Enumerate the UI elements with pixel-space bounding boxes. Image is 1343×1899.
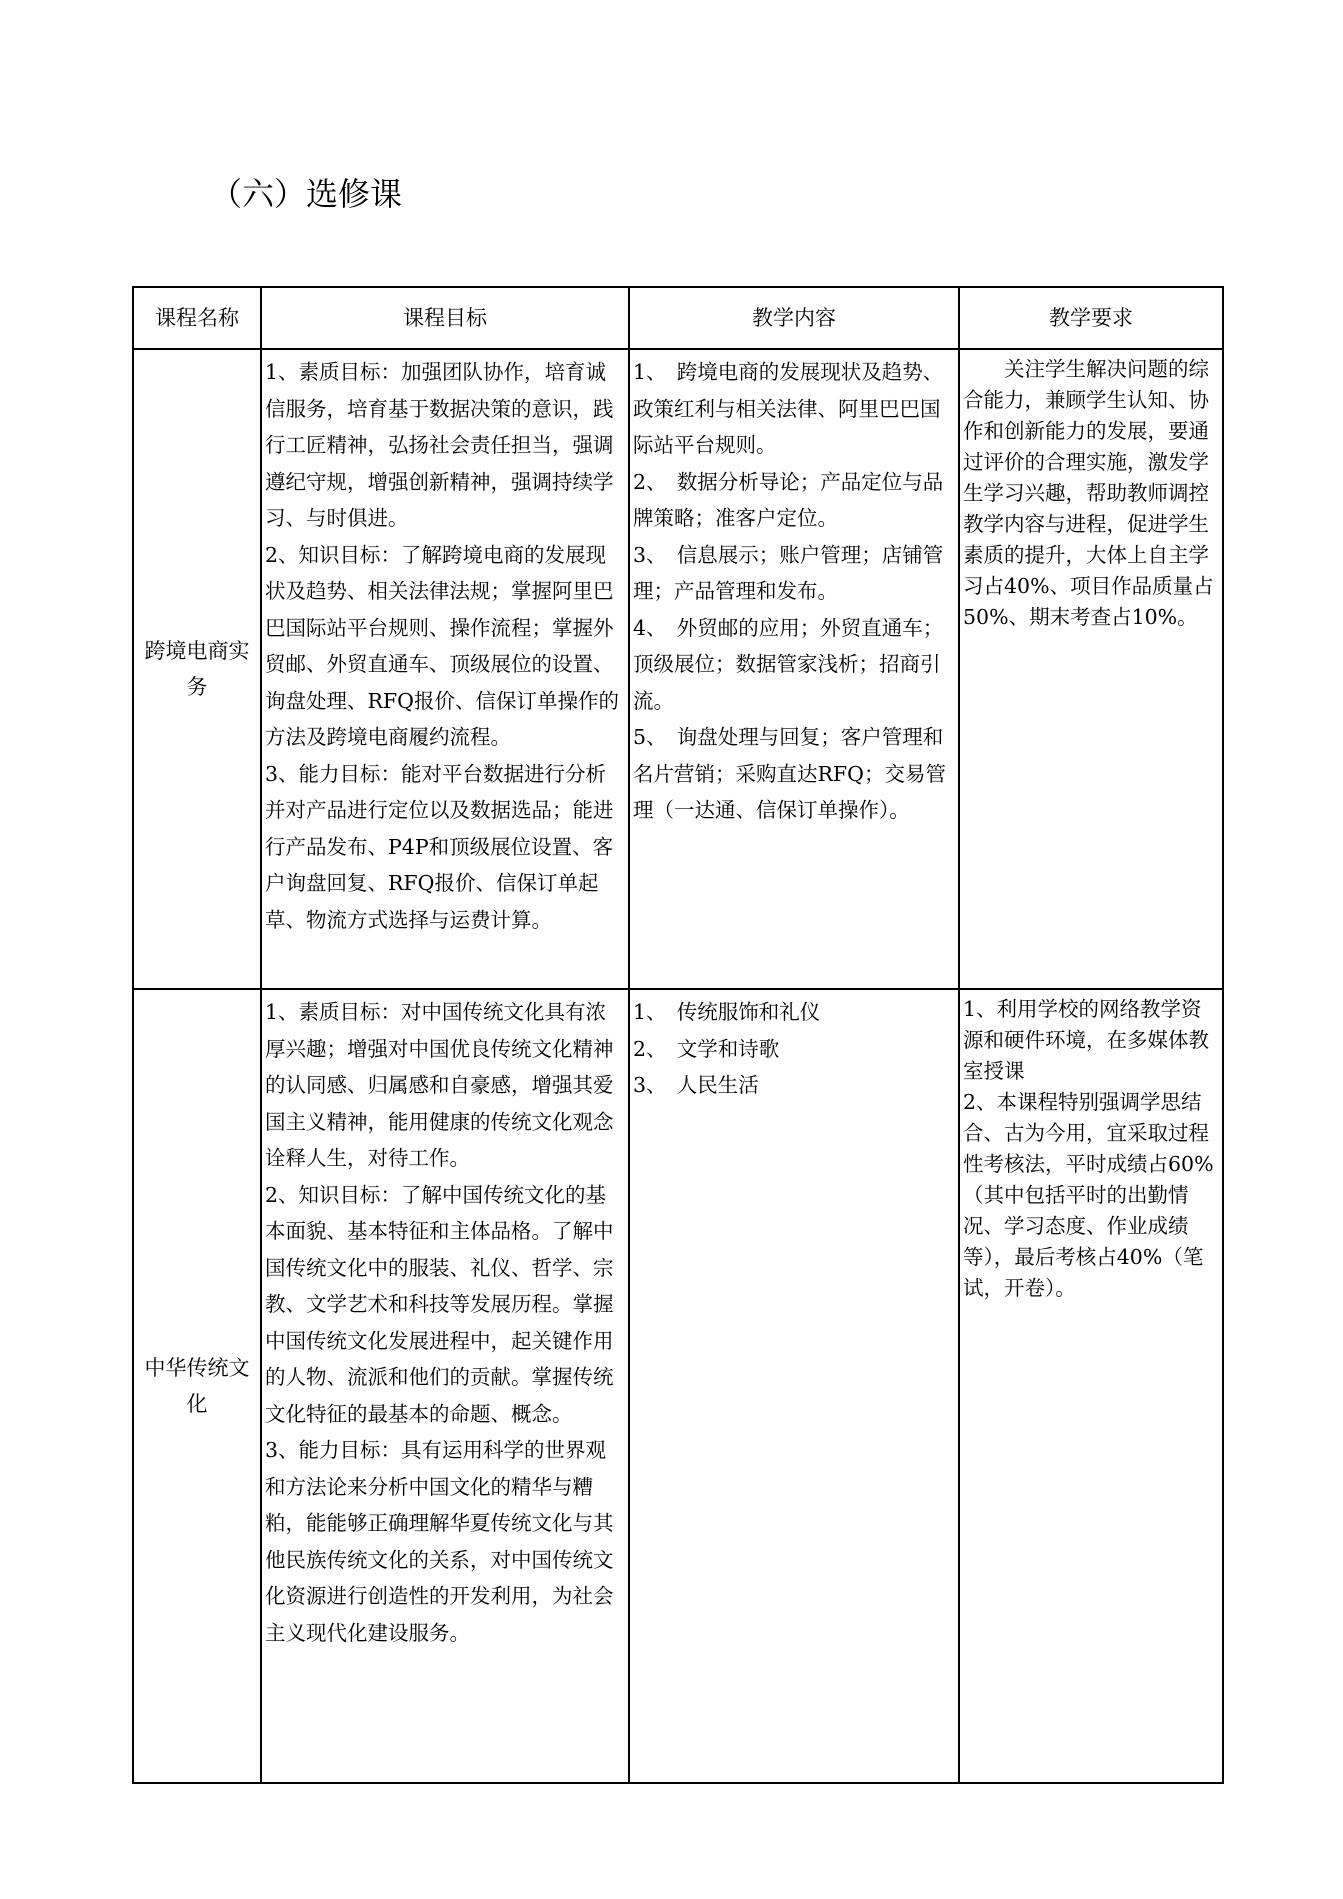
course-name-cell: 跨境电商实务	[133, 349, 261, 989]
course-goals-cell	[261, 349, 629, 989]
requirement-item: 关注学生解决问题的综合能力，兼顾学生认知、协作和创新能力的发展，要通过评价的合理实施，激发学生学习兴趣，帮助教师调控教学内容与进程，促进学生素质的提升，大体上自主学习占40%、项目作品质量占50%、期末考查占10%。	[963, 357, 1214, 629]
content-item: 3、 信息展示；账户管理；店铺管理；产品管理和发布。	[633, 542, 944, 603]
header-course-goals: 课程目标	[261, 287, 629, 349]
requirement-item: 2、本课程特别强调学思结合、古为今用，宜采取过程性考核法，平时成绩占60%（其中包括平时的出勤情况、学习态度、作业成绩等），最后考核占40%（笔试，开卷）。	[963, 1090, 1214, 1300]
content-item: 3、 人民生活	[633, 1073, 759, 1097]
goal-item: 2、知识目标：了解中国传统文化的基本面貌、基本特征和主体品格。了解中国传统文化中的服装、礼仪、哲学、宗教、文学艺术和科技等发展历程。掌握中国传统文化发展进程中，起关键作用的人物、流派和他们的贡献。掌握传统文化特征的最基本的命题、概念。	[265, 1182, 614, 1426]
header-teaching-requirements: 教学要求	[959, 287, 1223, 349]
requirement-item: 1、利用学校的网络教学资源和硬件环境，在多媒体教室授课	[963, 997, 1209, 1083]
content-item: 4、 外贸邮的应用；外贸直通车；顶级展位；数据管家浅析；招商引流。	[633, 615, 944, 713]
teaching-requirements-cell	[959, 349, 1223, 989]
goal-item: 3、能力目标：能对平台数据进行分析并对产品进行定位以及数据选品；能进行产品发布、P4P和顶级展位设置、客户询盘回复、RFQ报价、信保订单起草、物流方式选择与运费计算。	[265, 761, 614, 932]
course-name-cell: 中华传统文化	[133, 989, 261, 1783]
header-course-name: 课程名称	[133, 287, 261, 349]
goal-item: 1、素质目标：对中国传统文化具有浓厚兴趣；增强对中国优良传统文化精神的认同感、归属感和自豪感，增强其爱国主义精神，能用健康的传统文化观念诠释人生，对待工作。	[265, 1000, 614, 1170]
goal-item: 1、素质目标：加强团队协作，培育诚信服务，培育基于数据决策的意识，践行工匠精神，弘扬社会责任担当，强调遵纪守规，增强创新精神，强调持续学习、与时俱进。	[265, 360, 614, 530]
course-goals-cell	[261, 989, 629, 1783]
teaching-content-cell	[629, 989, 959, 1783]
goal-item: 3、能力目标：具有运用科学的世界观和方法论来分析中国文化的精华与糟粕，能能够正确理解华夏传统文化与其他民族传统文化的关系，对中国传统文化资源进行创造性的开发利用，为社会主义现代化建设服务。	[265, 1438, 614, 1645]
teaching-content-cell	[629, 349, 959, 989]
section-title: （六）选修课	[210, 175, 403, 213]
table-row	[133, 989, 1223, 1783]
content-item: 1、 传统服饰和礼仪	[633, 1000, 821, 1024]
header-teaching-content: 教学内容	[629, 287, 959, 349]
content-item: 1、 跨境电商的发展现状及趋势、政策红利与相关法律、阿里巴巴国际站平台规则。	[633, 360, 944, 457]
content-item: 2、 文学和诗歌	[633, 1036, 780, 1061]
table-header-row	[133, 287, 1223, 349]
goal-item: 2、知识目标：了解跨境电商的发展现状及趋势、相关法律法规；掌握阿里巴巴国际站平台规则、操作流程；掌握外贸邮、外贸直通车、顶级展位的设置、询盘处理、RFQ报价、信保订单操作的方法及跨境电商履约流程。	[265, 542, 619, 749]
elective-course-table	[132, 286, 1224, 1784]
content-item: 5、 询盘处理与回复；客户管理和名片营销；采购直达RFQ；交易管理（一达通、信保订单操作）。	[633, 725, 946, 822]
content-item: 2、 数据分析导论；产品定位与品牌策略；准客户定位。	[633, 469, 944, 530]
teaching-requirements-cell	[959, 989, 1223, 1783]
table-row	[133, 349, 1223, 989]
